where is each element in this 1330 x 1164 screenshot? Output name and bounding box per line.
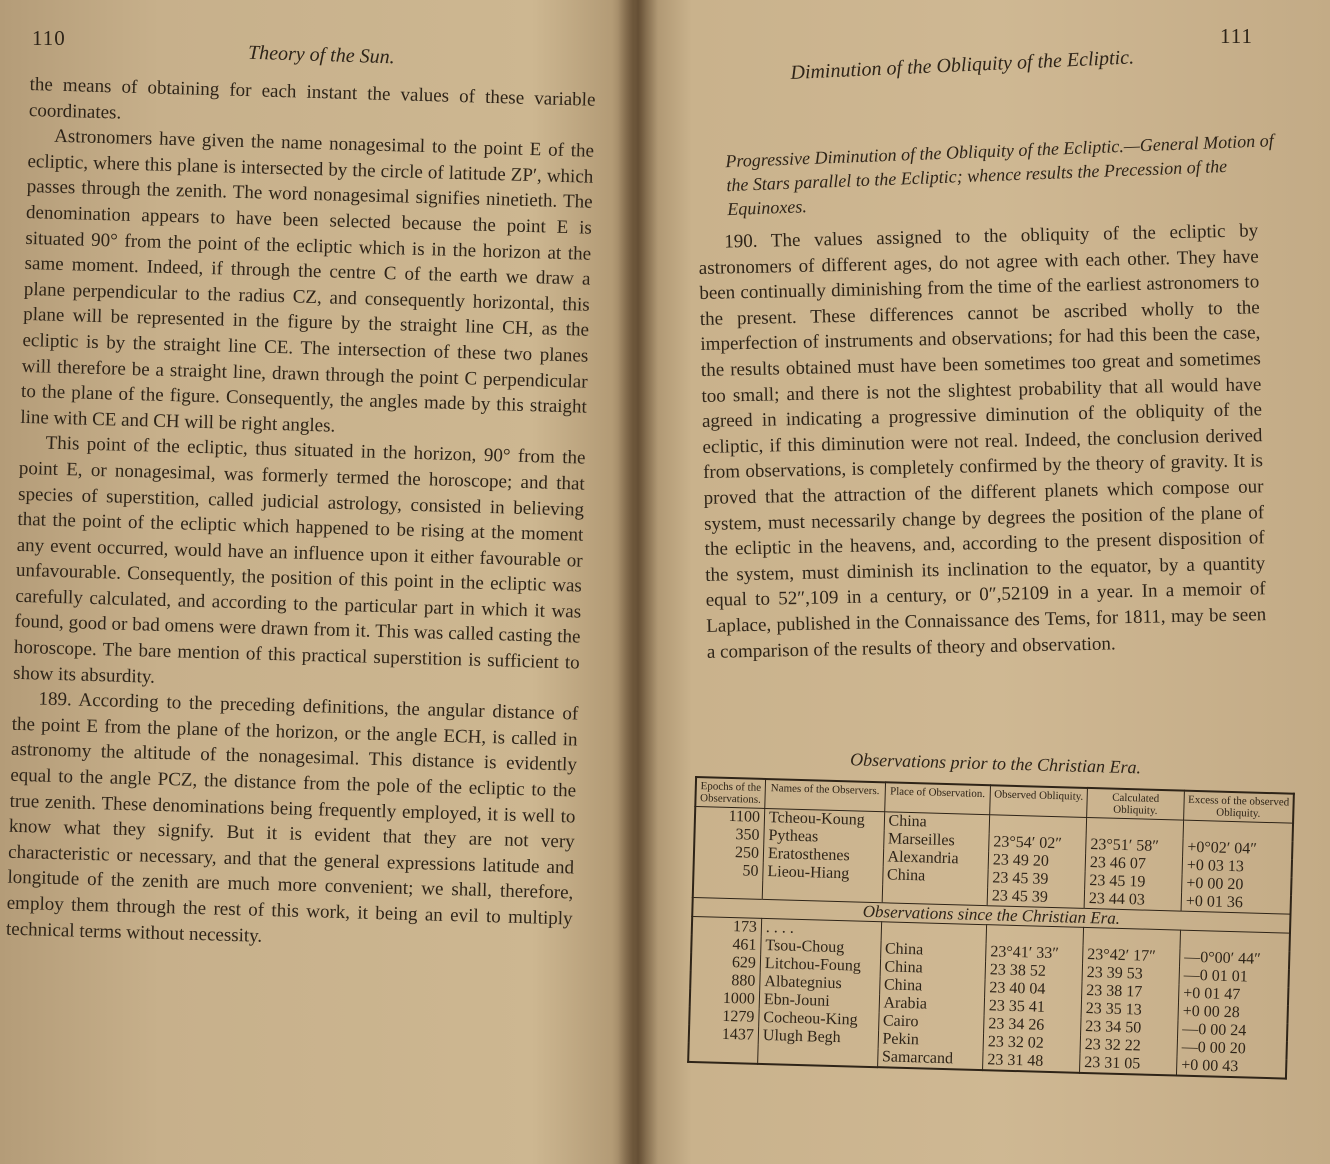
paragraph: 190. The values assigned to the obliquity of the ecliptic by astronomers of different ages, do not agree with each other. They have been continually diminishing from the time of the earliest astronomers to the present. These differences cannot be ascribed wholly to the imperfection of instruments and observations; for had this been the case, the results obtained must have been sometimes too great and sometimes too small; and there is not the slightest probability that all would have agreed in indicating a progressive diminution of the obliquity of the ecliptic, if this diminution were not real. Indeed, the conclusion derived from observations, is completely confirmed by the theory of gravity. It is proved that the attraction of the different planets which compose our system, must necessarily change by degrees the position of the plane of the ecliptic in the heavens, and, according to the present disposition of the system, must diminish its inclination to the equator, by a quantity equal to 52″,109 in a century, or 0″,52109 in a year. In a memoir of Laplace, published in the Connaissance des Tems, for 1811, may be seen a comparison of the results of theory and observation. xyxy=(698,220,1267,663)
excess-cell: —0 00 20 xyxy=(1177,1039,1287,1060)
excess-cell: —0 01 01 xyxy=(1179,967,1289,988)
epoch-cell xyxy=(693,879,763,899)
place-cell: Samarcand xyxy=(877,1048,983,1070)
observer-cell xyxy=(758,1045,878,1067)
observed-obliquity-cell: 23 35 41 xyxy=(984,997,1081,1018)
excess-cell: +0 01 47 xyxy=(1178,985,1288,1006)
paragraph: the means of obtaining for each instant the values of these variable coordinates. xyxy=(28,73,596,124)
excess-cell: +0°02′ 04″ xyxy=(1183,839,1293,860)
calculated-obliquity-cell: 23 34 50 xyxy=(1081,1018,1178,1039)
epoch-cell: 1279 xyxy=(689,1007,759,1027)
excess-cell: —0 00 24 xyxy=(1177,1021,1287,1042)
calculated-obliquity-cell: 23 46 07 xyxy=(1085,854,1182,875)
epoch-cell: 880 xyxy=(690,971,760,991)
table-caption: Observations prior to the Christian Era. xyxy=(849,749,1142,778)
epoch-cell: 173 xyxy=(692,916,762,936)
observer-cell: Tsou-Choug xyxy=(761,937,881,958)
calculated-obliquity-cell: 23°42′ 17″ xyxy=(1083,946,1180,967)
place-cell: Pekin xyxy=(878,1030,984,1051)
excess-cell: +0 00 20 xyxy=(1182,875,1292,896)
epoch-cell: 50 xyxy=(693,861,763,881)
body-text xyxy=(698,218,1267,665)
epoch-cell xyxy=(688,1043,758,1064)
calculated-obliquity-cell: 23 45 19 xyxy=(1085,872,1182,893)
epoch-cell: 350 xyxy=(694,825,764,845)
place-cell: Marseilles xyxy=(883,830,989,851)
column-header: Calculated Obliquity. xyxy=(1087,788,1185,820)
calculated-obliquity-cell: 23°51′ 58″ xyxy=(1086,836,1183,857)
excess-cell: +0 00 43 xyxy=(1176,1057,1286,1079)
section-title: Progressive Diminution of the Obliquity of the Ecliptic.—General Motion of the Stars parallel to the Ecliptic; whence results the Precession of the Equinoxes. xyxy=(725,130,1275,220)
excess-cell: +0 00 28 xyxy=(1178,1003,1288,1024)
place-cell: China xyxy=(884,812,990,833)
observations-table xyxy=(687,776,1295,1080)
excess-cell: —0°00′ 44″ xyxy=(1180,949,1290,970)
epoch-cell: 1000 xyxy=(690,989,760,1009)
observed-obliquity-cell: 23 49 20 xyxy=(988,851,1085,872)
observer-cell: Litchou-Foung xyxy=(760,955,880,976)
place-cell: China xyxy=(882,866,988,887)
epoch-cell: 629 xyxy=(691,953,761,973)
calculated-obliquity-cell: 23 44 03 xyxy=(1084,890,1181,911)
column-header: Epochs of the Observations. xyxy=(695,777,765,808)
observed-obliquity-cell: 23 31 48 xyxy=(983,1051,1080,1073)
calculated-obliquity-cell: 23 31 05 xyxy=(1079,1054,1176,1076)
place-cell: Alexandria xyxy=(883,848,989,869)
calculated-obliquity-cell: 23 39 53 xyxy=(1082,964,1179,985)
excess-cell: +0 01 36 xyxy=(1181,893,1291,915)
excess-cell: +0 03 13 xyxy=(1182,857,1292,878)
place-cell: China xyxy=(879,976,985,997)
observer-cell: Ulugh Begh xyxy=(758,1027,878,1048)
observed-obliquity-cell: 23 45 39 xyxy=(987,887,1084,908)
observer-cell: Lieou-Hiang xyxy=(763,863,883,884)
right-page xyxy=(650,0,1330,1164)
epoch-cell: 1437 xyxy=(689,1025,759,1045)
rows-before-christian-era xyxy=(693,807,1293,915)
paragraph: 189. According to the preceding definitions, the angular distance of the point E from the plane of the horizon, or the angle ECH, is called in astronomy the altitude of the nonagesimal. This distance is evidently equal to the angle PCZ, the distance from the pole of the ecliptic to the true zenith. These denominations being frequently employed, it is well to know what they signify. But it is evident that they are not very characteristic or necessary, and that the general expressions latitude and longitude of the zenith are much more convenient; we shall, therefore, employ them through the rest of this work, it being an evil to multiply technical terms without necessity. xyxy=(5,688,579,947)
observed-obliquity-cell: 23 40 04 xyxy=(985,979,1082,1000)
observer-cell: Eratosthenes xyxy=(763,845,883,866)
calculated-obliquity-cell: 23 38 17 xyxy=(1082,982,1179,1003)
column-header: Place of Observation. xyxy=(884,782,990,814)
page-number: 111 xyxy=(1220,24,1253,48)
epoch-cell: 250 xyxy=(694,843,764,863)
observed-obliquity-cell: 23 34 26 xyxy=(984,1015,1081,1036)
place-cell: Arabia xyxy=(879,994,985,1015)
paragraph: Astronomers have given the name nonagesimal to the point E of the ecliptic, where this plane is intersected by the circle of latitude ZP′, which passes through the zenith. The word nonagesimal signifies ninetieth. The denomination appears to have been selected because the point E is situated 90° from the point of the ecliptic which is in the horizon at the same moment. Indeed, if through the centre C of the earth we draw a plane perpendicular to the radius CZ, and consequently horizontal, this plane will be represented in the figure by the straight line CH, as the ecliptic is by the straight line CE. The intersection of these two planes will therefore be a straight line, drawn through the point C perpendicular to the plane of the figure. Consequently, the angles made by this straight line with CE and CH will be right angles. xyxy=(20,125,595,437)
page-number: 110 xyxy=(32,26,66,50)
column-header: Names of the Observers. xyxy=(765,779,885,812)
observer-cell: Albategnius xyxy=(760,973,880,994)
observed-obliquity-cell: 23°54′ 02″ xyxy=(989,833,1086,854)
column-header: Excess of the observed Obliquity. xyxy=(1184,791,1294,824)
observer-cell: Cocheou-King xyxy=(759,1009,879,1030)
calculated-obliquity-cell: 23 35 13 xyxy=(1081,1000,1178,1021)
observed-obliquity-cell: 23°41′ 33″ xyxy=(986,943,1083,964)
epoch-cell: 461 xyxy=(691,935,761,955)
rows-since-christian-era xyxy=(688,916,1290,1078)
place-cell: China xyxy=(880,940,986,961)
epoch-cell: 1100 xyxy=(695,807,765,827)
observer-cell: Pytheas xyxy=(764,827,884,848)
observed-obliquity-cell: 23 45 39 xyxy=(988,869,1085,890)
running-head: Diminution of the Obliquity of the Ecliptic. xyxy=(790,46,1135,84)
column-header: Observed Obliquity. xyxy=(990,785,1088,817)
place-cell: China xyxy=(880,958,986,979)
body-text xyxy=(6,72,596,958)
observer-cell: Ebn-Jouni xyxy=(759,991,879,1012)
observed-obliquity-cell: 23 32 02 xyxy=(983,1033,1080,1054)
observer-cell: Tcheou-Koung xyxy=(764,808,884,830)
table-subcaption: Observations since the Christian Era. xyxy=(692,897,1290,933)
running-head: Theory of the Sun. xyxy=(247,41,395,69)
obliquity-table xyxy=(687,745,1296,1080)
calculated-obliquity-cell: 23 32 22 xyxy=(1080,1036,1177,1057)
left-page xyxy=(0,0,630,1164)
observer-cell: . . . . xyxy=(761,918,881,940)
observed-obliquity-cell: 23 38 52 xyxy=(985,961,1082,982)
place-cell: Cairo xyxy=(878,1012,984,1033)
paragraph: This point of the ecliptic, thus situated in the horizon, 90° from the point E, or nonagesimal, was formerly termed the horoscope; and that species of superstition, called judicial astrology, consisted in believing that the point of the ecliptic which happened to be rising at the moment any event occurred, would have an influence upon it either favourable or unfavourable. Consequently, the position of this point in the ecliptic was carefully calculated, and according to the particular part in which it was found, good or bad omens were drawn from it. This was called casting the horoscope. The bare mention of this practical superstition is sufficient to show its absurdity. xyxy=(12,432,586,688)
